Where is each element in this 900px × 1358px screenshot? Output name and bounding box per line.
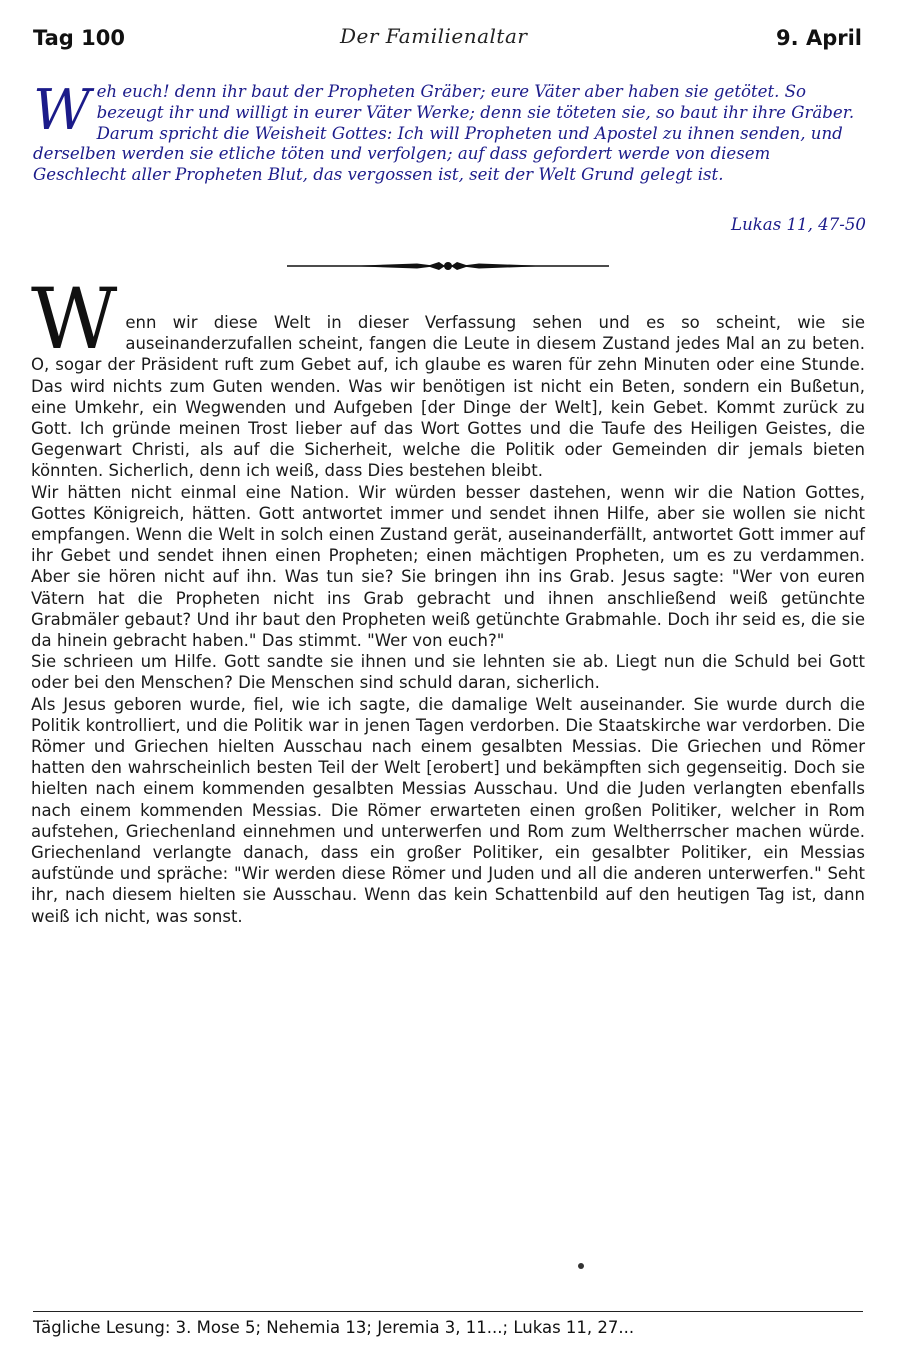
verse-initial: W	[33, 78, 91, 143]
paragraph: Sie schrieen um Hilfe. Gott sandte sie ihnen und sie lehnten sie ab. Liegt nun die Schuld bei Gott oder bei den Menschen? Die Menschen sind schuld daran, sicherlich.	[31, 652, 865, 693]
scripture-verse	[33, 78, 867, 186]
verse-reference: Lukas 11, 47-50	[731, 215, 866, 234]
publication-title: Der Familienaltar	[340, 24, 528, 48]
day-number: Tag 100	[33, 26, 125, 50]
paragraph: Als Jesus geboren wurde, fiel, wie ich sagte, die damalige Welt auseinander. Sie wurde durch die Politik kontrolliert, und die Politik war in jenen Tagen verdorben. Die Staatskirche war verdorben. Die Römer und Griechen hielten Ausschau nach einem gesalbten Messias. Die Griechen und Römer hatten den wahrscheinlich besten Teil der Welt [erobert] und bekämpften sich gegenseitig. Doch sie hielten nach einem kommenden gesalbten Messias Ausschau. Und die Juden verlangten ebenfalls nach einem kommenden Messias. Die Römer erwarteten einen großen Politiker, welcher in Rom aufstehen, Griechenland einnehmen und unterwerfen und Rom zum Weltherrscher machen würde. Griechenland verlangte danach, dass ein großer Politiker, ein gesalbter Politiker, ein Messias aufstünde und spräche: "Wir werden diese Römer und Juden und all die anderen unterwerfen." Seht ihr, nach diesem hielten sie Ausschau. Wenn das kein Schattenbild auf den heutigen Tag ist, dann weiß ich nicht, was sonst.	[31, 694, 865, 926]
dot-mark	[578, 1263, 584, 1269]
footer-divider	[33, 1311, 863, 1312]
ornament-divider-icon	[287, 258, 609, 274]
paragraph: Wir hätten nicht einmal eine Nation. Wir würden besser dastehen, wenn wir die Nation Gottes, Gottes Königreich, hätten. Gott antwortet immer und sendet ihnen Hilfe, aber sie wollen sie nicht empfangen. Wenn die Welt in solch einen Zustand gerät, auseinanderfällt, antwortet Gott immer auf ihr Gebet und sendet ihnen einen Propheten; einen mächtigen Propheten, um es zu verdammen. Aber sie hören nicht auf ihn. Was tun sie? Sie bringen ihn ins Grab. Jesus sagte: "Wer von euren Vätern hat die Propheten nicht ins Grab gebracht und ihnen anschließend weiß getünchte Grabmäler gebaut? Und ihr baut den Propheten weiß getünchte Grabmahle. Doch ihr seid es, die sie da hinein gebracht haben." Das stimmt. "Wer von euch?"	[31, 482, 865, 651]
paragraph-text: enn wir diese Welt in dieser Verfassung sehen und es so scheint, wie sie auseinanderzufallen scheint, fangen die Leute in diesem Zustand jedes Mal an zu beten. O, sogar der Präsident ruft zum Gebet auf, ich glaube es waren für zehn Minuten oder eine Stunde. Das wird nichts zum Guten wenden. Was wir benötigen ist nicht ein Beten, sondern ein Bußetun, eine Umkehr, ein Wegwenden und Aufgeben [der Dinge der Welt], kein Gebet. Kommt zurück zu Gott. Ich gründe meinen Trost lieber auf das Wort Gottes und die Taufe des Heiligen Geistes, die Gegenwart Christi, als auf die Sicherheit, welche die Politik oder Gemeinden dir jemals bieten könnten. Sicherlich, denn ich weiß, dass Dies bestehen bleibt.	[31, 313, 865, 481]
paragraph	[31, 270, 865, 482]
daily-reading: Tägliche Lesung: 3. Mose 5; Nehemia 13; Jeremia 3, 11...; Lukas 11, 27...	[33, 1318, 635, 1337]
drop-cap: W	[31, 270, 118, 368]
body-text	[31, 270, 865, 927]
verse-text: eh euch! denn ihr baut der Propheten Gräber; eure Väter aber haben sie getötet. So bezeugt ihr und willigt in eurer Väter Werke; denn sie töteten sie, so baut ihr ihre Gräber. Darum spricht die Weisheit Gottes: Ich will Propheten und Apostel zu ihnen senden, und derselben werden sie etliche töten und verfolgen; auf dass gefordert werde von diesem Geschlecht aller Propheten Blut, das vergossen ist, seit der Welt Grund gelegt ist.	[33, 82, 855, 185]
date-label: 9. April	[776, 26, 862, 50]
